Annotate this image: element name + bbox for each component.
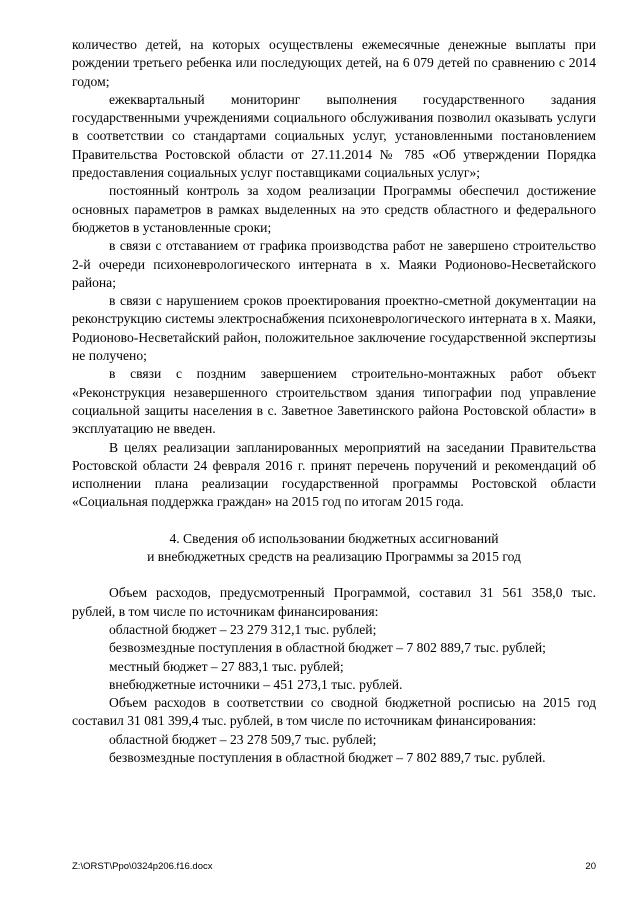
paragraph-regional-budget-schedule: областной бюджет – 23 278 509,7 тыс. рублей;: [109, 731, 377, 747]
paragraph-design-violation: в связи с нарушением сроков проектирования проектно-сметной документации на реконструкцию системы электроснабжения психоневрологического интерната в х. Маяки, Родионово-Несветайский район, положительное заключение государственной экспертизы не получено;: [72, 293, 596, 364]
page-footer: [72, 860, 596, 874]
paragraph-government-meeting: В целях реализации запланированных мероприятий на заседании Правительства Ростовской области 24 февраля 2016 г. принят перечень поручений и рекомендаций об исполнении плана реализации государственной программы Ростовской области «Социальная поддержка граждан» на 2015 год по итогам 2015 года.: [72, 439, 596, 510]
page-number: 20: [585, 861, 596, 872]
paragraph-gratuitous-receipts: безвозмездные поступления в областной бюджет – 7 802 889,7 тыс. рублей;: [109, 640, 546, 656]
paragraph-budget-schedule-expenses: Объем расходов в соответствии со сводной бюджетной росписью на 2015 год составил 31 081 399,4 тыс. рублей, в том числе по источникам финансирования:: [72, 695, 596, 729]
section-heading-line-1: 4. Сведения об использовании бюджетных ассигнований: [169, 530, 499, 546]
paragraph-gratuitous-receipts-schedule: безвозмездные поступления в областной бюджет – 7 802 889,7 тыс. рублей.: [109, 749, 546, 765]
footer-file-path: Z:\ORST\Ppo\0324p206.f16.docx: [72, 861, 213, 872]
page-body: [72, 36, 596, 767]
section-heading: [72, 530, 596, 567]
paragraph-construction-delay: в связи с отставанием от графика производства работ не завершено строительство 2-й очереди психоневрологического интерната в х. Маяки Родионово-Несветайского района;: [72, 238, 596, 290]
section-heading-line-2: и внебюджетных средств на реализацию Программы за 2015 год: [147, 549, 521, 565]
paragraph-children-payments: количество детей, на которых осуществлены ежемесячные денежные выплаты при рождении третьего ребенка или последующих детей, на 6 079 детей по сравнению с 2014 годом;: [72, 37, 596, 89]
paragraph-program-control: постоянный контроль за ходом реализации Программы обеспечил достижение основных параметров в рамках выделенных на это средств областного и федерального бюджетов в установленные сроки;: [72, 183, 596, 235]
paragraph-extrabudgetary-sources: внебюджетные источники – 451 273,1 тыс. рублей.: [109, 676, 403, 692]
paragraph-local-budget: местный бюджет – 27 883,1 тыс. рублей;: [109, 658, 344, 674]
paragraph-quarterly-monitoring: ежеквартальный мониторинг выполнения государственного задания государственными учреждениями социального обслуживания позволил оказывать услуги в соответствии со стандартами социальных услуг, установленными постановлением Правительства Ростовской области от 27.11.2014 № 785 «Об утверждении Порядка предоставления социальных услуг поставщиками социальных услуг»;: [72, 91, 596, 181]
paragraph-program-expenses: Объем расходов, предусмотренный Программой, составил 31 561 358,0 тыс. рублей, в том числе по источникам финансирования:: [72, 585, 596, 619]
paragraph-late-completion: в связи с поздним завершением строительно-монтажных работ объект «Реконструкция незавершенного строительством здания типографии под управление социальной защиты населения в с. Заветное Заветинского района Ростовской области» в эксплуатацию не введен.: [72, 366, 596, 437]
paragraph-regional-budget: областной бюджет – 23 279 312,1 тыс. рублей;: [109, 621, 377, 637]
